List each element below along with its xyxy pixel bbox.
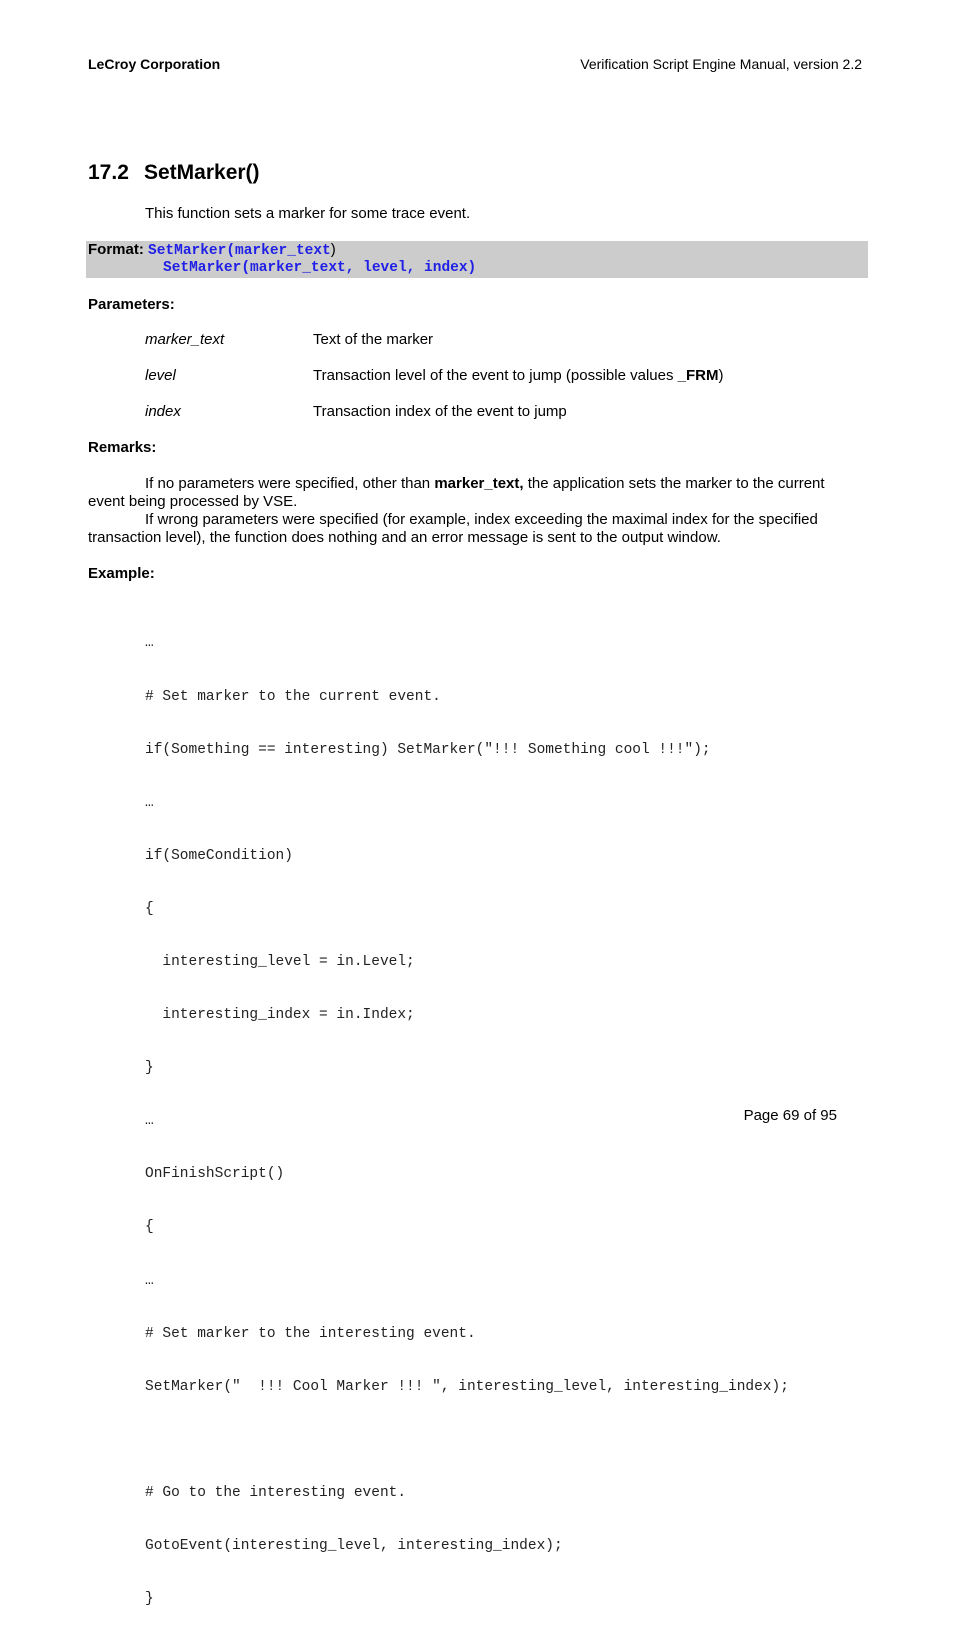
code-line: … bbox=[145, 635, 154, 652]
format-signature-1: SetMarker(marker_text bbox=[148, 243, 331, 259]
remarks-p1-a: If no parameters were specified, other than bbox=[145, 475, 435, 492]
code-line: # Set marker to the current event. bbox=[145, 688, 441, 705]
code-line: interesting_index = in.Index; bbox=[145, 1007, 415, 1024]
code-line: # Set marker to the interesting event. bbox=[145, 1325, 476, 1342]
header-manual-title: Verification Script Engine Manual, version 2.2 bbox=[580, 56, 862, 72]
param-desc-level-close: ) bbox=[718, 367, 724, 384]
code-line: # Go to the interesting event. bbox=[145, 1484, 407, 1501]
code-line: if(Something == interesting) SetMarker("!!! Something cool !!!"); bbox=[145, 741, 711, 758]
section-title: SetMarker() bbox=[144, 161, 260, 184]
param-desc-level-text: Transaction level of the event to jump (possible values bbox=[313, 367, 678, 384]
section-heading bbox=[88, 161, 260, 185]
header-company: LeCroy Corporation bbox=[88, 56, 221, 72]
param-name-level: level bbox=[145, 367, 176, 384]
code-line: interesting_level = in.Level; bbox=[145, 953, 415, 970]
code-line: } bbox=[145, 1060, 154, 1077]
code-line: GotoEvent(interesting_level, interesting_index); bbox=[145, 1538, 563, 1554]
remarks-heading: Remarks: bbox=[88, 439, 157, 456]
param-name-marker-text: marker_text bbox=[145, 331, 225, 348]
format-label: Format: bbox=[88, 241, 144, 258]
remarks-p1-bold: marker_text, bbox=[434, 475, 524, 492]
remarks-paragraph-1 bbox=[88, 475, 863, 511]
param-desc-level bbox=[313, 367, 723, 384]
remarks-paragraph-2 bbox=[88, 511, 863, 547]
param-desc-level-value: _FRM bbox=[677, 367, 719, 384]
code-line: if(SomeCondition) bbox=[145, 847, 293, 864]
param-name-index: index bbox=[145, 403, 181, 420]
code-line: … bbox=[145, 1113, 154, 1130]
code-line: … bbox=[145, 1272, 154, 1289]
page-number: Page 69 of 95 bbox=[743, 1107, 837, 1124]
format-signature-1-close: ) bbox=[330, 241, 336, 258]
intro-text: This function sets a marker for some trace event. bbox=[145, 205, 471, 222]
param-desc-marker-text: Text of the marker bbox=[313, 331, 434, 348]
example-code-block bbox=[145, 600, 789, 1626]
format-line-1 bbox=[88, 241, 336, 260]
code-line bbox=[145, 1432, 789, 1450]
format-signature-2: SetMarker(marker_text, level, index) bbox=[163, 260, 477, 276]
code-line: } bbox=[145, 1591, 154, 1608]
remarks-p2: If wrong parameters were specified (for example, index exceeding the maximal index for the specified transaction level), the function does nothing and an error message is sent to the output window. bbox=[88, 511, 818, 546]
code-line: OnFinishScript() bbox=[145, 1166, 285, 1183]
param-desc-index: Transaction index of the event to jump bbox=[313, 403, 567, 420]
code-line: SetMarker(" !!! Cool Marker !!! ", interesting_level, interesting_index); bbox=[145, 1378, 789, 1395]
example-heading: Example: bbox=[88, 565, 155, 582]
parameters-heading: Parameters: bbox=[88, 296, 175, 313]
section-number: 17.2 bbox=[88, 161, 129, 184]
code-line: … bbox=[145, 794, 154, 811]
remarks-p1-b: the application sets the marker to the current event being processed by VSE. bbox=[88, 475, 825, 510]
code-line: { bbox=[145, 1219, 154, 1236]
code-line: { bbox=[145, 900, 154, 917]
